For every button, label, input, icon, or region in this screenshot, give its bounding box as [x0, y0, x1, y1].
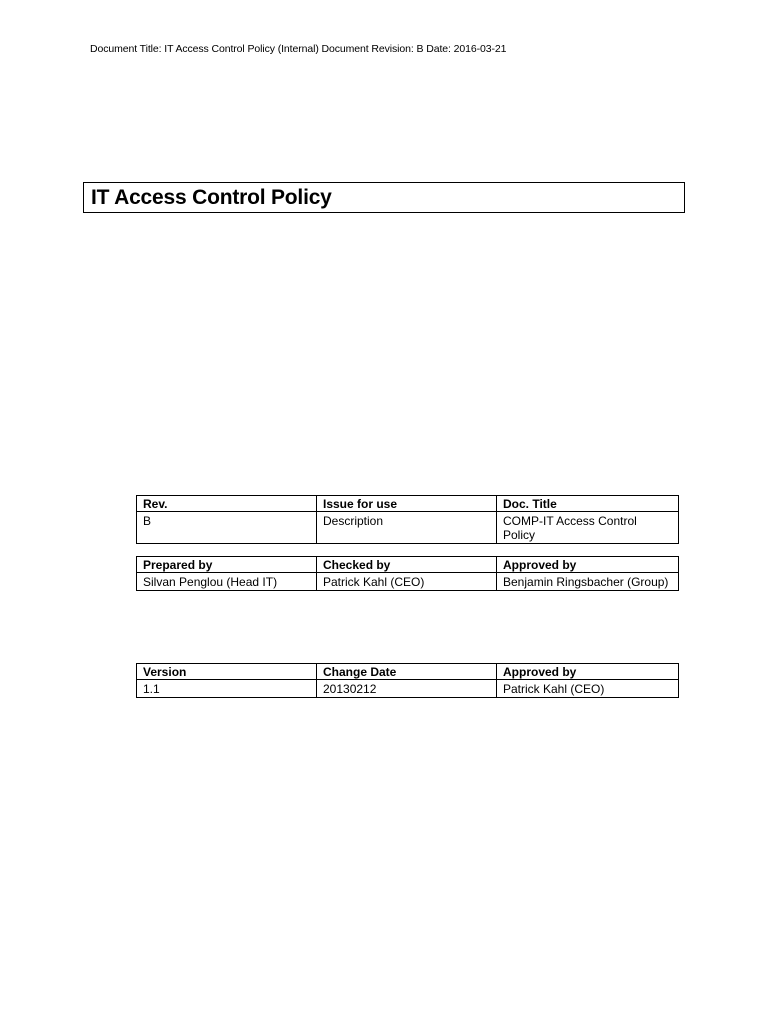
table-cell: Benjamin Ringsbacher (Group): [497, 573, 679, 591]
table-header-row: [137, 557, 679, 573]
table-header-row: [137, 664, 679, 680]
header-cell: Version: [137, 664, 317, 680]
document-header: Document Title: IT Access Control Policy (Internal) Document Revision: B Date: 2016-03-21: [90, 43, 507, 55]
header-cell: Checked by: [317, 557, 497, 573]
table-cell: B: [137, 512, 317, 544]
table-row: [137, 512, 679, 544]
header-cell: Prepared by: [137, 557, 317, 573]
table-row: [137, 680, 679, 698]
table-cell: Description: [317, 512, 497, 544]
table-cell: Silvan Penglou (Head IT): [137, 573, 317, 591]
header-cell: Approved by: [497, 557, 679, 573]
document-title: IT Access Control Policy: [91, 186, 332, 209]
table-row: [137, 573, 679, 591]
header-cell: Doc. Title: [497, 496, 679, 512]
table-cell: Patrick Kahl (CEO): [497, 680, 679, 698]
title-box: [83, 182, 685, 213]
table-cell: Patrick Kahl (CEO): [317, 573, 497, 591]
table-header-row: [137, 496, 679, 512]
revision-table: [136, 495, 679, 544]
header-cell: Approved by: [497, 664, 679, 680]
header-cell: Rev.: [137, 496, 317, 512]
table-cell: COMP-IT Access Control Policy: [497, 512, 679, 544]
version-table: [136, 663, 679, 698]
header-cell: Issue for use: [317, 496, 497, 512]
approval-table: [136, 556, 679, 591]
table-cell: 20130212: [317, 680, 497, 698]
table-cell: 1.1: [137, 680, 317, 698]
header-cell: Change Date: [317, 664, 497, 680]
